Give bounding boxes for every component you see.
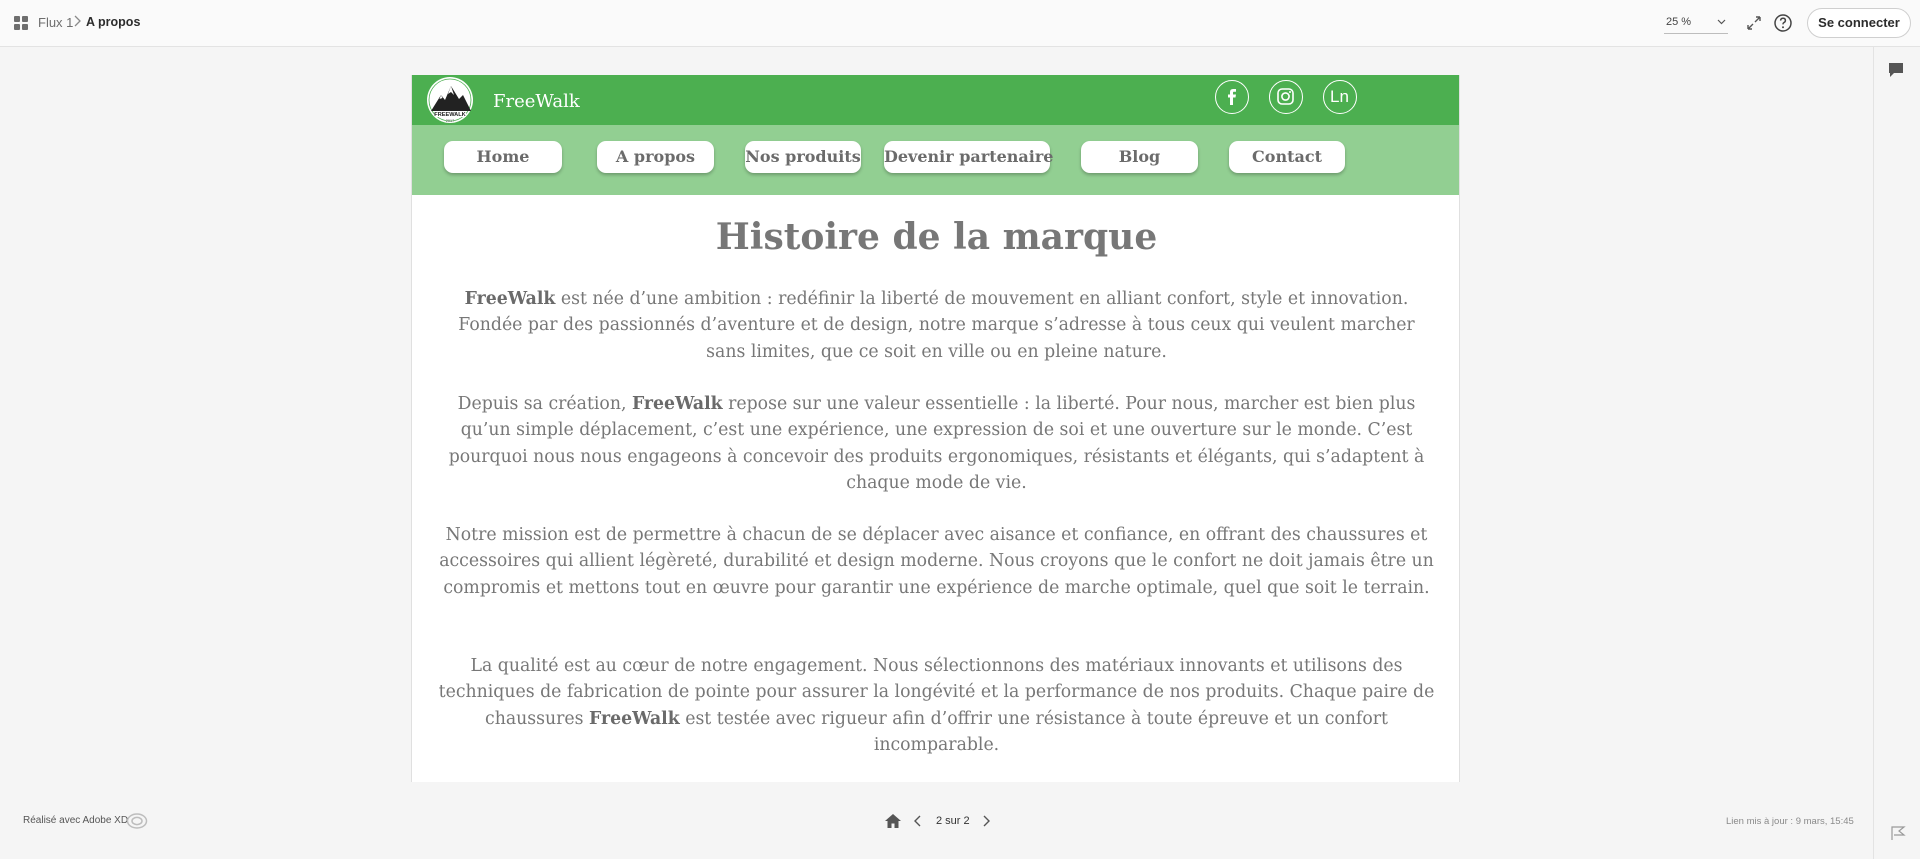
nav-blog[interactable]: Blog [1081, 141, 1198, 173]
help-icon[interactable] [1772, 12, 1794, 34]
nav-devenir-partenaire[interactable]: Devenir partenaire [884, 141, 1050, 173]
instagram-icon[interactable] [1269, 80, 1303, 114]
breadcrumb-current-page: A propos [86, 15, 141, 29]
top-toolbar [0, 0, 1920, 47]
right-rail-divider [1873, 47, 1874, 859]
site-header [412, 75, 1460, 125]
nav-home[interactable]: Home [444, 141, 562, 173]
facebook-icon[interactable] [1215, 80, 1249, 114]
creative-cloud-icon [126, 812, 148, 830]
linkedin-icon[interactable] [1323, 80, 1357, 114]
brand-mention: FreeWalk [464, 289, 556, 309]
brand-mention: FreeWalk [589, 708, 680, 729]
grid-icon[interactable] [14, 16, 28, 30]
paragraph-1: FreeWalk est née d’une ambition : redéfinir la liberté de mouvement en alliant confort, style et innovation. Fondée par des passionnés d’aventure et de design, notre marque s’adresse à tous ceux qui veulent marcher sans limites, que ce soit en ville ou en pleine nature. [458, 289, 1415, 362]
paragraph-3: Notre mission est de permettre à chacun de se déplacer avec aisance et confiance, en offrant des chaussures et accessoires qui allient légèreté, durabilité et design moderne. Nous croyons que le confort ne doit jamais être un compromis et mettons tout en œuvre pour garantir une expérience de marche optimale, quel que soit le terrain. [439, 525, 1434, 598]
chevron-right-icon[interactable] [979, 810, 993, 832]
chevron-right-icon [73, 15, 81, 30]
linkedin-label: Ln [1330, 87, 1349, 106]
page-indicator: 2 sur 2 [936, 815, 970, 827]
page-title: Histoire de la marque [715, 216, 1158, 258]
nav-contact[interactable]: Contact [1229, 141, 1345, 173]
paragraph-2: Depuis sa création, FreeWalk repose sur une valeur essentielle : la liberté. Pour nous, marcher est bien plus qu’un simple déplacement, c’est une expérience, une expression de soi et une ouverture sur le monde. C’est pourquoi nous nous engageons à concevoir des produits ergonomiques, résistants et élégants, qui s’adaptent à chaque mode de vie. [448, 394, 1425, 493]
chevron-down-icon [1717, 11, 1726, 42]
flag-icon[interactable] [1890, 825, 1906, 841]
paragraph-4: La qualité est au cœur de notre engagement. Nous sélectionnons des matériaux innovants et utilisons des techniques de fabrication de pointe pour assurer la longévité et la performance de nos produits. Chaque paire de chaussures FreeWalk est testée avec rigueur afin d’offrir une résistance à toute épreuve et un confort incomparable. [438, 656, 1435, 755]
link-updated-timestamp: Lien mis à jour : 9 mars, 15:45 [1726, 816, 1854, 827]
zoom-value: 25 % [1666, 16, 1692, 28]
expand-icon[interactable] [1743, 12, 1765, 34]
made-with-adobe-xd: Réalisé avec Adobe XD [23, 815, 129, 826]
prototype-artboard [411, 75, 1460, 782]
nav-a-propos[interactable]: A propos [597, 141, 714, 173]
comment-icon[interactable] [1886, 60, 1906, 80]
home-icon[interactable] [883, 810, 903, 832]
nav-nos-produits[interactable]: Nos produits [745, 141, 861, 173]
chevron-left-icon[interactable] [911, 810, 925, 832]
sign-in-button[interactable]: Se connecter [1807, 8, 1911, 38]
brand-mention: FreeWalk [631, 394, 723, 414]
brand-name: FreeWalk [493, 91, 580, 112]
svg-text:2017: 2017 [445, 119, 455, 123]
site-navigation [412, 125, 1460, 195]
svg-text:FREEWALK: FREEWALK [434, 111, 466, 118]
zoom-select[interactable] [1664, 11, 1728, 34]
breadcrumb-flow[interactable]: Flux 1 [38, 15, 74, 30]
freewalk-logo [423, 76, 479, 124]
